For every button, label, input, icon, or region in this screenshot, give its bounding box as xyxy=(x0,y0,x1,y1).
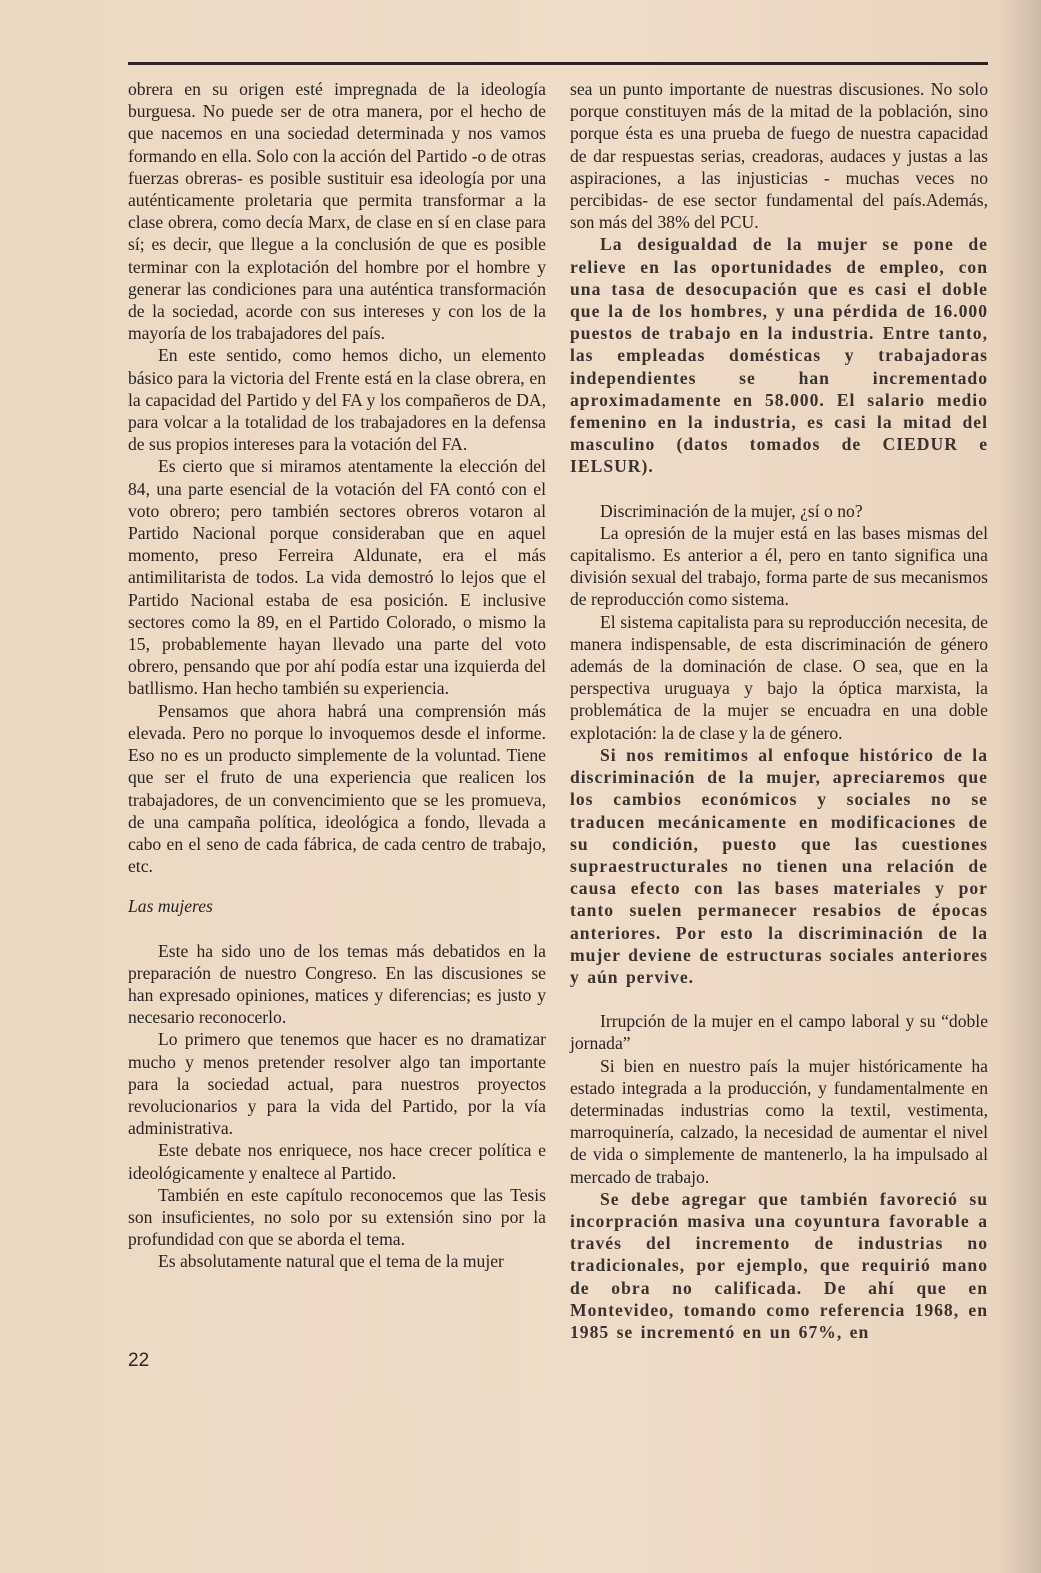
paragraph: La opresión de la mujer está en las bases mismas del capitalismo. Es anterior a él, pero en tanto significa una división sexual del trabajo, forma parte de sus mecanismos de reproducción como sistema. xyxy=(570,522,988,610)
bold-paragraph: La desigualdad de la mujer se pone de relieve en las oportunidades de empleo, con una tasa de desocupación que es casi el doble que la de los hombres, y una pérdida de 16.000 puestos de trabajo en la industria. Entre tanto, las empleadas domésticas y trabajadoras independientes se han incrementado aproximadamente en 58.000. El salario medio femenino en la industria, es casi la mitad del masculino (datos tomados de CIEDUR e IELSUR). xyxy=(570,234,988,477)
paragraph: Lo primero que tenemos que hacer es no dramatizar mucho y menos pretender resolver algo tan importante para la sociedad actual, para nuestros proyectos revolucionarios y para la vida del Partido, por la vía administrativa. xyxy=(128,1029,546,1139)
paragraph: Si bien en nuestro país la mujer históricamente ha estado integrada a la producción, y fundamentalmente en determinadas industrias como la textil, vestimenta, marroquinería, calzado, la necesidad de aumentar el nivel de vida o simplemente de mantenerlo, la ha impulsado al mercado de trabajo. xyxy=(570,1055,988,1187)
paragraph: Es absolutamente natural que el tema de la mujer xyxy=(158,1251,504,1272)
paragraph: Este debate nos enriquece, nos hace crecer política e ideológicamente y enaltece al Partido. xyxy=(128,1140,546,1183)
right-column xyxy=(570,78,988,1343)
paragraph: Pensamos que ahora habrá una comprensión más elevada. Pero no porque lo invoquemos desde el informe. Eso no es un producto simplemente de la voluntad. Tiene que ser el fruto de una experiencia que realicen los trabajadores, de un convencimiento que se les promueva, de una campaña política, ideológica a fondo, llevada a cabo en el seno de cada fábrica, de cada centro de trabajo, etc. xyxy=(128,700,546,877)
header-rule xyxy=(128,62,988,65)
subheading: Irrupción de la mujer en el campo laboral y su “doble jornada” xyxy=(570,1011,988,1054)
left-column xyxy=(128,78,546,1273)
section-heading: Las mujeres xyxy=(128,896,213,917)
paragraph: En este sentido, como hemos dicho, un elemento básico para la victoria del Frente está en la clase obrera, en la capacidad del Partido y del FA y los compañeros de DA, para volcar a la totalidad de los trabajadores en la defensa de sus propios intereses para la votación del FA. xyxy=(128,345,546,455)
bold-paragraph: Se debe agregar que también favoreció su incorpración masiva una coyuntura favorable a través del incremento de industrias no tradicionales, por ejemplo, que requirió mano de obra no calificada. De ahí que en Montevideo, tomando como referencia 1968, en 1985 se incrementó en un 67%, en xyxy=(570,1188,988,1342)
page-number: 22 xyxy=(128,1350,150,1371)
bold-paragraph: Si nos remitimos al enfoque histórico de la discriminación de la mujer, apreciaremos que los cambios económicos y sociales no se traducen mecánicamente en modificaciones de su condición, puesto que las cuestiones supraestructurales no tienen una relación de causa efecto con las bases materiales y por tanto suelen permanecer resabios de épocas anteriores. Por esto la discriminación de la mujer deviene de estructuras sociales anteriores y aún pervive. xyxy=(570,744,988,987)
paragraph: Este ha sido uno de los temas más debatidos en la preparación de nuestro Congreso. En las discusiones se han expresado opiniones, matices y diferencias; es justo y necesario reconocerlo. xyxy=(128,940,546,1028)
paragraph: El sistema capitalista para su reproducción necesita, de manera indispensable, de esta discriminación de género además de la dominación de clase. O sea, que en la perspectiva uruguaya y bajo la óptica marxista, la problemática de la mujer se encuadra en una doble explotación: la de clase y la de género. xyxy=(570,611,988,743)
paragraph: sea un punto importante de nuestras discusiones. No solo porque constituyen más de la mitad de la población, sino porque ésta es una prueba de fuego de nuestra capacidad de dar respuestas serias, creadoras, audaces y justas a las aspiraciones, a las injusticias - muchas veces no percibidas- de ese sector fundamental del país.Además, son más del 38% del PCU. xyxy=(570,79,988,233)
paragraph: Es cierto que si miramos atentamente la elección del 84, una parte esencial de la votación del FA contó con el voto obrero; pero también sectores obreros votaron al Partido Nacional porque consideraban que en aquel momento, preso Ferreira Aldunate, era el más antimilitarista de todos. La vida demostró lo lejos que el Partido Nacional estaba de esa posición. E inclusive sectores como la 89, en el Partido Colorado, o mismo la 15, probablemente hayan llevado una parte del voto obrero, pensando que por ahí podía estar una izquierda del batllismo. Han hecho también su experiencia. xyxy=(128,456,546,699)
subheading: Discriminación de la mujer, ¿sí o no? xyxy=(600,500,863,521)
paragraph: También en este capítulo reconocemos que las Tesis son insuficientes, no solo por su extensión sino por la profundidad con que se aborda el tema. xyxy=(128,1184,546,1250)
paragraph: obrera en su origen esté impregnada de la ideología burguesa. No puede ser de otra manera, por el hecho de que nacemos en una sociedad determinada y nos vamos formando en ella. Solo con la acción del Partido -o de otras fuerzas obreras- es posible sustituir esa ideología por una auténticamente proletaria que permita transformar a la clase obrera, como decía Marx, de clase en sí en clase para sí; es decir, que llegue a la conclusión de que es posible terminar con la explotación del hombre por el hombre y generar las condiciones para una auténtica transformación de la sociedad, acorde con sus intereses y con los de la mayoría de los trabajadores del país. xyxy=(128,79,546,344)
